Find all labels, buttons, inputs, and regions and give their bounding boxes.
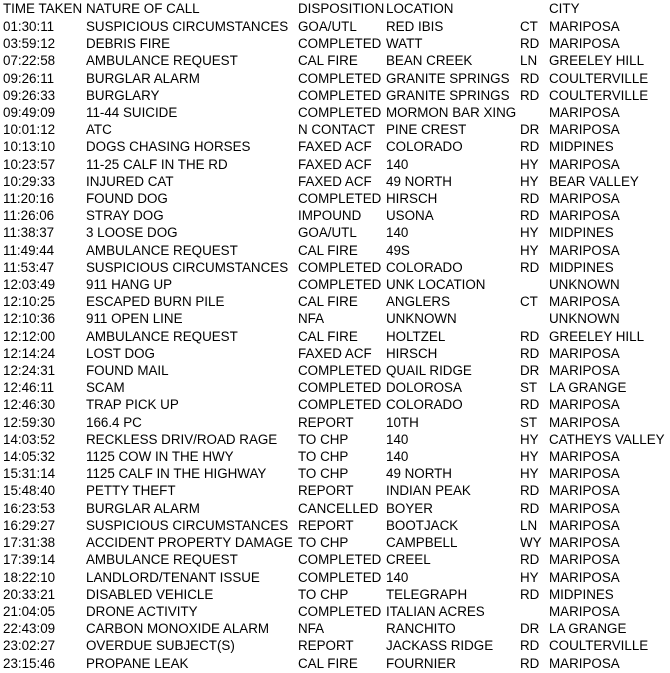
table-header xyxy=(3,0,667,18)
cell-location: 140 xyxy=(386,431,409,447)
cell-disposition: COMPLETED xyxy=(298,36,382,52)
cell-disposition: REPORT xyxy=(298,517,354,533)
table-row xyxy=(3,431,667,448)
table-row xyxy=(3,362,667,379)
cell-city: MARIPOSA xyxy=(549,105,620,121)
cell-nature-of-call: INJURED CAT xyxy=(86,173,174,189)
cell-nature-of-call: 166.4 PC xyxy=(86,414,142,430)
cell-location: INDIAN PEAK xyxy=(386,483,471,499)
cell-location: ITALIAN ACRES xyxy=(386,603,485,619)
cell-nature-of-call: DRONE ACTIVITY xyxy=(86,603,198,619)
cell-street-type: RD xyxy=(520,259,540,275)
cell-time-taken: 11:49:44 xyxy=(3,242,55,258)
table-row xyxy=(3,603,667,620)
table-row xyxy=(3,310,667,327)
cell-city: MARIPOSA xyxy=(549,242,620,258)
cell-street-type: LN xyxy=(520,53,538,69)
cell-city: LA GRANGE xyxy=(549,380,627,396)
cell-disposition: COMPLETED xyxy=(298,397,382,413)
cell-time-taken: 14:03:52 xyxy=(3,431,56,447)
cell-nature-of-call: ATC xyxy=(86,122,112,138)
cell-city: LA GRANGE xyxy=(549,621,627,637)
cell-city: MARIPOSA xyxy=(549,535,620,551)
cell-location: COLORADO xyxy=(386,397,463,413)
cell-disposition: CAL FIRE xyxy=(298,242,358,258)
cell-disposition: REPORT xyxy=(298,414,354,430)
cell-city: MARIPOSA xyxy=(549,569,620,585)
cell-nature-of-call: 1125 COW IN THE HWY xyxy=(86,449,234,465)
call-log-table xyxy=(3,0,667,672)
table-row xyxy=(3,87,667,104)
cell-street-type: HY xyxy=(520,242,539,258)
cell-nature-of-call: LANDLORD/TENANT ISSUE xyxy=(86,569,260,585)
table-row xyxy=(3,35,667,52)
cell-street-type: HY xyxy=(520,156,539,172)
cell-time-taken: 23:02:27 xyxy=(3,638,56,654)
cell-disposition: CAL FIRE xyxy=(298,294,358,310)
cell-street-type: RD xyxy=(520,70,540,86)
cell-nature-of-call: 3 LOOSE DOG xyxy=(86,225,178,241)
cell-disposition: TO CHP xyxy=(298,431,349,447)
cell-disposition: COMPLETED xyxy=(298,603,382,619)
cell-nature-of-call: SUSPICIOUS CIRCUMSTANCES xyxy=(86,259,289,275)
cell-time-taken: 09:49:09 xyxy=(3,105,56,121)
cell-time-taken: 10:29:33 xyxy=(3,173,56,189)
cell-street-type: RD xyxy=(520,191,540,207)
cell-nature-of-call: SCAM xyxy=(86,380,125,396)
cell-nature-of-call: AMBULANCE REQUEST xyxy=(86,328,238,344)
table-row xyxy=(3,121,667,138)
cell-disposition: CANCELLED xyxy=(298,500,379,516)
table-row xyxy=(3,465,667,482)
cell-street-type: RD xyxy=(520,655,540,671)
cell-time-taken: 11:20:16 xyxy=(3,191,55,207)
table-row xyxy=(3,276,667,293)
cell-street-type: RD xyxy=(520,552,540,568)
header-street-type xyxy=(520,0,549,18)
cell-time-taken: 15:48:40 xyxy=(3,483,56,499)
cell-disposition: COMPLETED xyxy=(298,277,382,293)
cell-nature-of-call: CARBON MONOXIDE ALARM xyxy=(86,621,270,637)
cell-nature-of-call: 911 OPEN LINE xyxy=(86,311,183,327)
cell-street-type xyxy=(520,104,549,121)
cell-nature-of-call: FOUND MAIL xyxy=(86,363,169,379)
table-row xyxy=(3,586,667,603)
cell-street-type: RD xyxy=(520,345,540,361)
cell-city: COULTERVILLE xyxy=(549,70,649,86)
cell-street-type: HY xyxy=(520,569,539,585)
cell-city: BEAR VALLEY xyxy=(549,173,639,189)
cell-location: BEAN CREEK xyxy=(386,53,473,69)
cell-location: RANCHITO xyxy=(386,621,456,637)
cell-city: MARIPOSA xyxy=(549,122,620,138)
table-row xyxy=(3,448,667,465)
cell-city: GREELEY HILL xyxy=(549,53,645,69)
cell-time-taken: 11:53:47 xyxy=(3,259,55,275)
cell-time-taken: 01:30:11 xyxy=(3,19,55,34)
header-location: LOCATION xyxy=(386,1,454,17)
table-row xyxy=(3,517,667,534)
cell-location: UNKNOWN xyxy=(386,311,457,327)
cell-disposition: TO CHP xyxy=(298,535,349,551)
cell-city: MARIPOSA xyxy=(549,36,620,52)
cell-location: 140 xyxy=(386,225,409,241)
header-row xyxy=(3,0,667,18)
cell-time-taken: 12:03:49 xyxy=(3,277,56,293)
cell-location: UNK LOCATION xyxy=(386,277,486,293)
cell-disposition: CAL FIRE xyxy=(298,328,358,344)
cell-time-taken: 16:23:53 xyxy=(3,500,56,516)
cell-city: UNKNOWN xyxy=(549,311,620,327)
table-row xyxy=(3,18,667,35)
cell-time-taken: 09:26:11 xyxy=(3,70,55,86)
cell-street-type: LN xyxy=(520,517,538,533)
cell-location: HOLTZEL xyxy=(386,328,446,344)
cell-location: QUAIL RIDGE xyxy=(386,363,472,379)
cell-nature-of-call: ACCIDENT PROPERTY DAMAGE xyxy=(86,535,293,551)
cell-location: MORMON BAR XING xyxy=(386,105,517,121)
cell-disposition: FAXED ACF xyxy=(298,156,372,172)
cell-location: TELEGRAPH xyxy=(386,586,468,602)
cell-city: MARIPOSA xyxy=(549,449,620,465)
cell-nature-of-call: AMBULANCE REQUEST xyxy=(86,242,238,258)
cell-city: MARIPOSA xyxy=(549,397,620,413)
cell-disposition: IMPOUND xyxy=(298,208,362,224)
cell-street-type: RD xyxy=(520,139,540,155)
cell-time-taken: 22:43:09 xyxy=(3,621,56,637)
header-nature-of-call: NATURE OF CALL xyxy=(86,1,200,17)
cell-nature-of-call: TRAP PICK UP xyxy=(86,397,179,413)
cell-city: MIDPINES xyxy=(549,225,614,241)
cell-street-type: RD xyxy=(520,328,540,344)
cell-disposition: COMPLETED xyxy=(298,87,382,103)
cell-nature-of-call: SUSPICIOUS CIRCUMSTANCES xyxy=(86,19,289,34)
cell-time-taken: 12:14:24 xyxy=(3,345,56,361)
cell-nature-of-call: BURGLAR ALARM xyxy=(86,500,200,516)
cell-street-type: HY xyxy=(520,449,539,465)
header-disposition: DISPOSITION xyxy=(298,1,385,17)
cell-street-type: CT xyxy=(520,294,538,310)
table-row xyxy=(3,173,667,190)
cell-location: WATT xyxy=(386,36,423,52)
cell-disposition: NFA xyxy=(298,621,325,637)
header-city: CITY xyxy=(549,1,580,17)
cell-street-type: RD xyxy=(520,36,540,52)
cell-city: COULTERVILLE xyxy=(549,87,649,103)
cell-disposition: CAL FIRE xyxy=(298,655,358,671)
cell-nature-of-call: LOST DOG xyxy=(86,345,155,361)
table-row xyxy=(3,551,667,568)
cell-street-type: RD xyxy=(520,586,540,602)
cell-location: CAMPBELL xyxy=(386,535,458,551)
cell-disposition: COMPLETED xyxy=(298,105,382,121)
cell-city: MARIPOSA xyxy=(549,294,620,310)
table-row xyxy=(3,396,667,413)
table-row xyxy=(3,156,667,173)
table-body xyxy=(3,18,667,672)
cell-time-taken: 23:15:46 xyxy=(3,655,56,671)
cell-city: MARIPOSA xyxy=(549,208,620,224)
cell-city: MARIPOSA xyxy=(549,414,620,430)
cell-disposition: FAXED ACF xyxy=(298,139,372,155)
cell-location: 10TH xyxy=(386,414,419,430)
cell-street-type: CT xyxy=(520,19,538,34)
cell-time-taken: 07:22:58 xyxy=(3,53,56,69)
table-row xyxy=(3,259,667,276)
cell-location: COLORADO xyxy=(386,139,463,155)
table-row xyxy=(3,293,667,310)
cell-city: MARIPOSA xyxy=(549,603,620,619)
cell-nature-of-call: BURGLAR ALARM xyxy=(86,70,200,86)
cell-location: COLORADO xyxy=(386,259,463,275)
cell-location: HIRSCH xyxy=(386,191,438,207)
cell-location: FOURNIER xyxy=(386,655,456,671)
cell-nature-of-call: BURGLARY xyxy=(86,87,160,103)
cell-location: ANGLERS xyxy=(386,294,450,310)
cell-time-taken: 03:59:12 xyxy=(3,36,56,52)
cell-location: 49 NORTH xyxy=(386,173,452,189)
cell-nature-of-call: 11-44 SUICIDE xyxy=(86,105,178,121)
cell-disposition: N CONTACT xyxy=(298,122,376,138)
cell-nature-of-call: ESCAPED BURN PILE xyxy=(86,294,225,310)
cell-time-taken: 12:10:36 xyxy=(3,311,56,327)
cell-disposition: REPORT xyxy=(298,638,354,654)
cell-time-taken: 10:23:57 xyxy=(3,156,56,172)
cell-location: 140 xyxy=(386,449,409,465)
cell-nature-of-call: DOGS CHASING HORSES xyxy=(86,139,251,155)
cell-time-taken: 17:39:14 xyxy=(3,552,56,568)
cell-time-taken: 10:01:12 xyxy=(3,122,56,138)
cell-disposition: FAXED ACF xyxy=(298,173,372,189)
table-row xyxy=(3,500,667,517)
table-row xyxy=(3,70,667,87)
cell-nature-of-call: RECKLESS DRIV/ROAD RAGE xyxy=(86,431,278,447)
table-row xyxy=(3,104,667,121)
cell-street-type: RD xyxy=(520,208,540,224)
table-row xyxy=(3,414,667,431)
cell-city: MARIPOSA xyxy=(549,517,620,533)
cell-city: MARIPOSA xyxy=(549,655,620,671)
cell-disposition: CAL FIRE xyxy=(298,53,358,69)
cell-disposition: TO CHP xyxy=(298,466,349,482)
cell-time-taken: 11:38:37 xyxy=(3,225,55,241)
cell-time-taken: 12:46:11 xyxy=(3,380,55,396)
cell-street-type: HY xyxy=(520,466,539,482)
cell-disposition: GOA/UTL xyxy=(298,19,357,34)
table-row xyxy=(3,190,667,207)
cell-disposition: COMPLETED xyxy=(298,380,382,396)
cell-time-taken: 14:05:32 xyxy=(3,449,56,465)
table-row xyxy=(3,655,667,672)
cell-disposition: COMPLETED xyxy=(298,70,382,86)
table-row xyxy=(3,534,667,551)
cell-street-type: DR xyxy=(520,621,540,637)
cell-disposition: TO CHP xyxy=(298,449,349,465)
cell-city: MARIPOSA xyxy=(549,483,620,499)
cell-location: GRANITE SPRINGS xyxy=(386,87,510,103)
cell-location: 140 xyxy=(386,569,409,585)
cell-street-type xyxy=(520,603,549,620)
table-row xyxy=(3,328,667,345)
cell-street-type: HY xyxy=(520,173,539,189)
cell-location: DOLOROSA xyxy=(386,380,462,396)
cell-time-taken: 21:04:05 xyxy=(3,603,56,619)
cell-disposition: COMPLETED xyxy=(298,363,382,379)
cell-time-taken: 12:12:00 xyxy=(3,328,56,344)
cell-location: BOYER xyxy=(386,500,433,516)
cell-street-type: RD xyxy=(520,483,540,499)
cell-location: PINE CREST xyxy=(386,122,467,138)
cell-city: MARIPOSA xyxy=(549,466,620,482)
cell-location: GRANITE SPRINGS xyxy=(386,70,510,86)
cell-time-taken: 20:33:21 xyxy=(3,586,56,602)
table-row xyxy=(3,52,667,69)
cell-disposition: COMPLETED xyxy=(298,569,382,585)
cell-location: BOOTJACK xyxy=(386,517,459,533)
cell-city: MARIPOSA xyxy=(549,191,620,207)
cell-street-type: RD xyxy=(520,500,540,516)
cell-nature-of-call: PETTY THEFT xyxy=(86,483,176,499)
table-row xyxy=(3,207,667,224)
cell-location: 140 xyxy=(386,156,409,172)
cell-time-taken: 11:26:06 xyxy=(3,208,55,224)
cell-city: MIDPINES xyxy=(549,139,614,155)
cell-city: MARIPOSA xyxy=(549,363,620,379)
cell-location: CREEL xyxy=(386,552,431,568)
cell-disposition: REPORT xyxy=(298,483,354,499)
cell-nature-of-call: 1125 CALF IN THE HIGHWAY xyxy=(86,466,267,482)
cell-street-type: RD xyxy=(520,397,540,413)
cell-street-type xyxy=(520,310,549,327)
cell-city: UNKNOWN xyxy=(549,277,620,293)
cell-location: 49 NORTH xyxy=(386,466,452,482)
cell-time-taken: 17:31:38 xyxy=(3,535,56,551)
cell-nature-of-call: PROPANE LEAK xyxy=(86,655,189,671)
cell-time-taken: 12:24:31 xyxy=(3,363,56,379)
table-row xyxy=(3,242,667,259)
cell-city: GREELEY HILL xyxy=(549,328,645,344)
cell-nature-of-call: DEBRIS FIRE xyxy=(86,36,171,52)
cell-time-taken: 12:46:30 xyxy=(3,397,56,413)
table-row xyxy=(3,620,667,637)
cell-nature-of-call: 11-25 CALF IN THE RD xyxy=(86,156,228,172)
cell-time-taken: 10:13:10 xyxy=(3,139,56,155)
cell-location: JACKASS RIDGE xyxy=(386,638,494,654)
cell-street-type: HY xyxy=(520,225,539,241)
table-row xyxy=(3,379,667,396)
cell-time-taken: 15:31:14 xyxy=(3,466,56,482)
cell-disposition: FAXED ACF xyxy=(298,345,372,361)
cell-city: MARIPOSA xyxy=(549,156,620,172)
cell-disposition: COMPLETED xyxy=(298,259,382,275)
cell-city: MIDPINES xyxy=(549,259,614,275)
header-time-taken: TIME TAKEN xyxy=(3,1,83,17)
table-row xyxy=(3,569,667,586)
cell-location: USONA xyxy=(386,208,434,224)
cell-nature-of-call: DISABLED VEHICLE xyxy=(86,586,214,602)
cell-location: RED IBIS xyxy=(386,19,444,34)
cell-city: MARIPOSA xyxy=(549,345,620,361)
cell-street-type: RD xyxy=(520,87,540,103)
cell-nature-of-call: AMBULANCE REQUEST xyxy=(86,552,238,568)
cell-time-taken: 12:59:30 xyxy=(3,414,56,430)
table-row xyxy=(3,637,667,654)
cell-street-type: DR xyxy=(520,122,540,138)
cell-time-taken: 16:29:27 xyxy=(3,517,56,533)
cell-nature-of-call: STRAY DOG xyxy=(86,208,164,224)
cell-time-taken: 09:26:33 xyxy=(3,87,56,103)
cell-city: MARIPOSA xyxy=(549,19,620,34)
cell-disposition: COMPLETED xyxy=(298,191,382,207)
cell-nature-of-call: 911 HANG UP xyxy=(86,277,173,293)
cell-city: MIDPINES xyxy=(549,586,614,602)
cell-nature-of-call: OVERDUE SUBJECT(S) xyxy=(86,638,235,654)
cell-city: CATHEYS VALLEY xyxy=(549,431,665,447)
cell-disposition: GOA/UTL xyxy=(298,225,357,241)
cell-street-type: RD xyxy=(520,638,540,654)
cell-city: COULTERVILLE xyxy=(549,638,649,654)
cell-location: HIRSCH xyxy=(386,345,438,361)
table-row xyxy=(3,138,667,155)
cell-street-type: WY xyxy=(520,535,542,551)
cell-street-type: ST xyxy=(520,414,538,430)
cell-street-type xyxy=(520,276,549,293)
table-row xyxy=(3,224,667,241)
cell-time-taken: 12:10:25 xyxy=(3,294,56,310)
cell-street-type: DR xyxy=(520,363,540,379)
cell-nature-of-call: AMBULANCE REQUEST xyxy=(86,53,238,69)
cell-street-type: HY xyxy=(520,431,539,447)
cell-nature-of-call: FOUND DOG xyxy=(86,191,168,207)
cell-street-type: ST xyxy=(520,380,538,396)
cell-disposition: COMPLETED xyxy=(298,552,382,568)
cell-nature-of-call: SUSPICIOUS CIRCUMSTANCES xyxy=(86,517,289,533)
table-row xyxy=(3,482,667,499)
cell-time-taken: 18:22:10 xyxy=(3,569,56,585)
cell-city: MARIPOSA xyxy=(549,500,620,516)
cell-location: 49S xyxy=(386,242,410,258)
table-row xyxy=(3,345,667,362)
cell-city: MARIPOSA xyxy=(549,552,620,568)
cell-disposition: NFA xyxy=(298,311,325,327)
cell-disposition: TO CHP xyxy=(298,586,349,602)
